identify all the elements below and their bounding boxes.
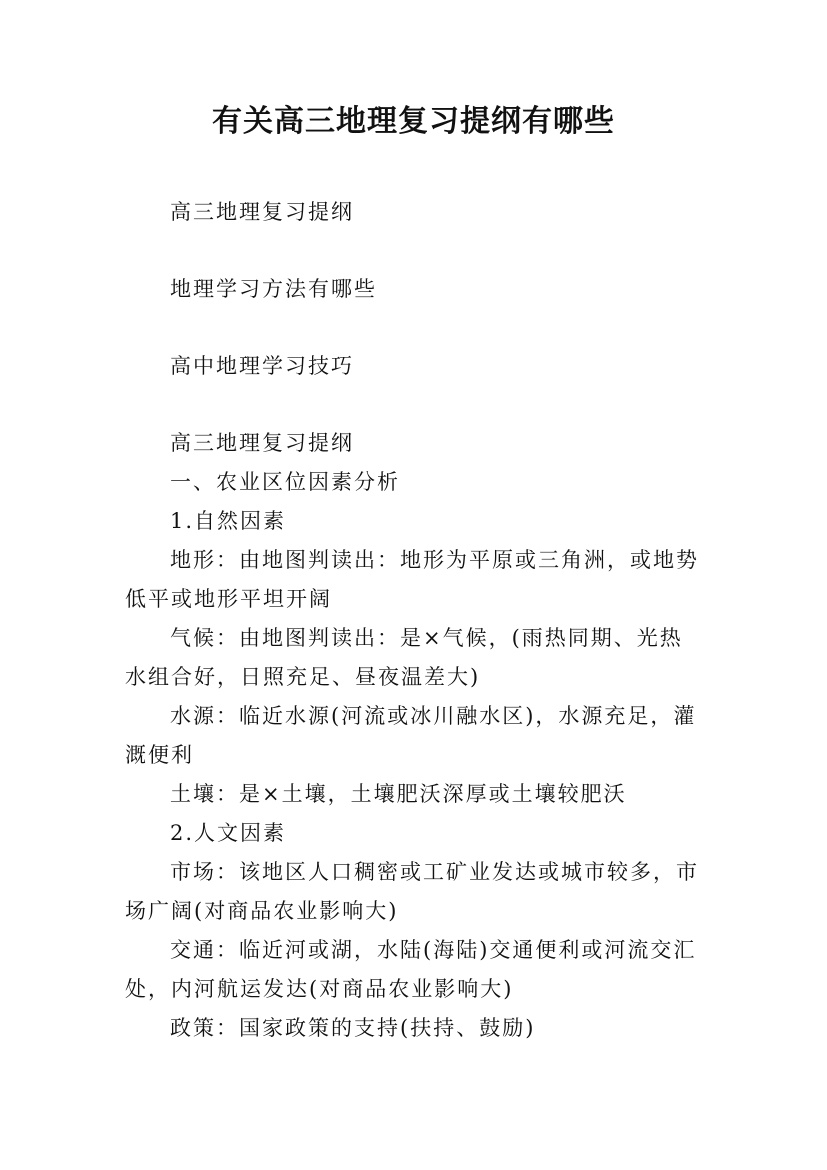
paragraph: 交通：临近河或湖，水陆(海陆)交通便利或河流交汇处，内河航运发达(对商品农业影响大)	[125, 938, 697, 1001]
document-title: 有关高三地理复习提纲有哪些	[212, 104, 615, 139]
toc-item: 地理学习方法有哪些	[170, 277, 377, 301]
paragraph: 水源：临近水源(河流或冰川融水区)，水源充足，灌溉便利	[125, 704, 697, 767]
paragraph: 地形：由地图判读出：地形为平原或三角洲，或地势低平或地形平坦开阔	[125, 548, 699, 611]
toc-item: 高中地理学习技巧	[170, 354, 354, 378]
paragraph: 土壤：是×土壤，土壤肥沃深厚或土壤较肥沃	[170, 782, 627, 806]
paragraph: 一、农业区位因素分析	[170, 470, 400, 494]
paragraph: 市场：该地区人口稠密或工矿业发达或城市较多，市场广阔(对商品农业影响大)	[125, 860, 699, 923]
paragraph: 2.人文因素	[170, 821, 287, 845]
paragraph: 气候：由地图判读出：是×气候，(雨热同期、光热水组合好，日照充足、昼夜温差大)	[125, 626, 683, 689]
paragraph: 政策：国家政策的支持(扶持、鼓励)	[170, 1016, 536, 1040]
toc-item: 高三地理复习提纲	[170, 200, 354, 224]
section-heading: 高三地理复习提纲	[170, 431, 354, 455]
paragraph: 1.自然因素	[170, 509, 287, 533]
body-text	[125, 463, 705, 1048]
